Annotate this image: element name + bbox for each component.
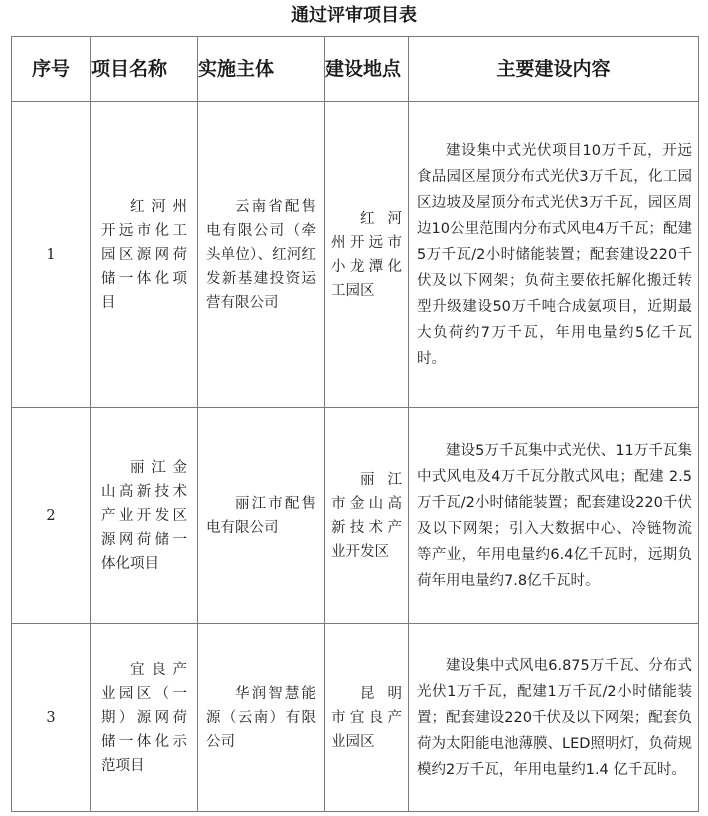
table-row [12,408,699,624]
header-no: 序号 [12,37,91,102]
cell-org: 华润智慧能源（云南）有限公司 [198,624,325,812]
cell-location: 红河州开远市小龙潭化工园区 [325,102,409,408]
page-title: 通过评审项目表 [291,5,417,26]
table-header-row [12,37,699,102]
cell-org: 云南省配售电有限公司（牵头单位）、红河红发新基建投资运营有限公司 [198,102,325,408]
table-row [12,102,699,408]
cell-content: 建设集中式风电6.875万千瓦、分布式光伏1万千瓦，配建1万千瓦/2小时储能装置；配套建设220千伏及以下网架；配套负荷为太阳能电池薄膜、LED照明灯，负荷规模约2万千瓦，年用电量约1.4 亿千瓦时。 [409,624,699,812]
header-name: 项目名称 [91,37,198,102]
header-org: 实施主体 [198,37,325,102]
cell-org: 丽江市配售电有限公司 [198,408,325,624]
cell-location: 丽江市金山高新技术产业开发区 [325,408,409,624]
cell-name: 宜良产业园区（一期）源网荷储一体化示范项目 [91,624,198,812]
cell-content: 建设集中式光伏项目10万千瓦，开远食品园区屋顶分布式光伏3万千瓦，化工园区边坡及屋顶分布式光伏3万千瓦，园区周边10公里范围内分布式风电4万千瓦；配建 5万千瓦/2小时储能装置；配套建设220千伏及以下网架；负荷主要依托解化搬迁转型升级建设50万千吨合成氨项目，近期最大负荷约7万千瓦，年用电量约5亿千瓦时。 [409,102,699,408]
cell-content: 建设5万千瓦集中式光伏、11万千瓦集中式风电及4万千瓦分散式风电；配建 2.5万千瓦/2小时储能装置；配套建设220千伏及以下网架；引入大数据中心、冷链物流等产业，年用电量约6.4亿千瓦时，远期负荷年用电量约7.8亿千瓦时。 [409,408,699,624]
header-location: 建设地点 [325,37,409,102]
cell-no: 2 [12,408,91,624]
header-content: 主要建设内容 [409,37,699,102]
cell-name: 丽江金山高新技术产业开发区源网荷储一体化项目 [91,408,198,624]
cell-name: 红河州开远市化工园区源网荷储一体化项目 [91,102,198,408]
cell-location: 昆明市宜良产业园区 [325,624,409,812]
project-table [11,36,699,812]
cell-no: 3 [12,624,91,812]
cell-no: 1 [12,102,91,408]
table-row [12,624,699,812]
